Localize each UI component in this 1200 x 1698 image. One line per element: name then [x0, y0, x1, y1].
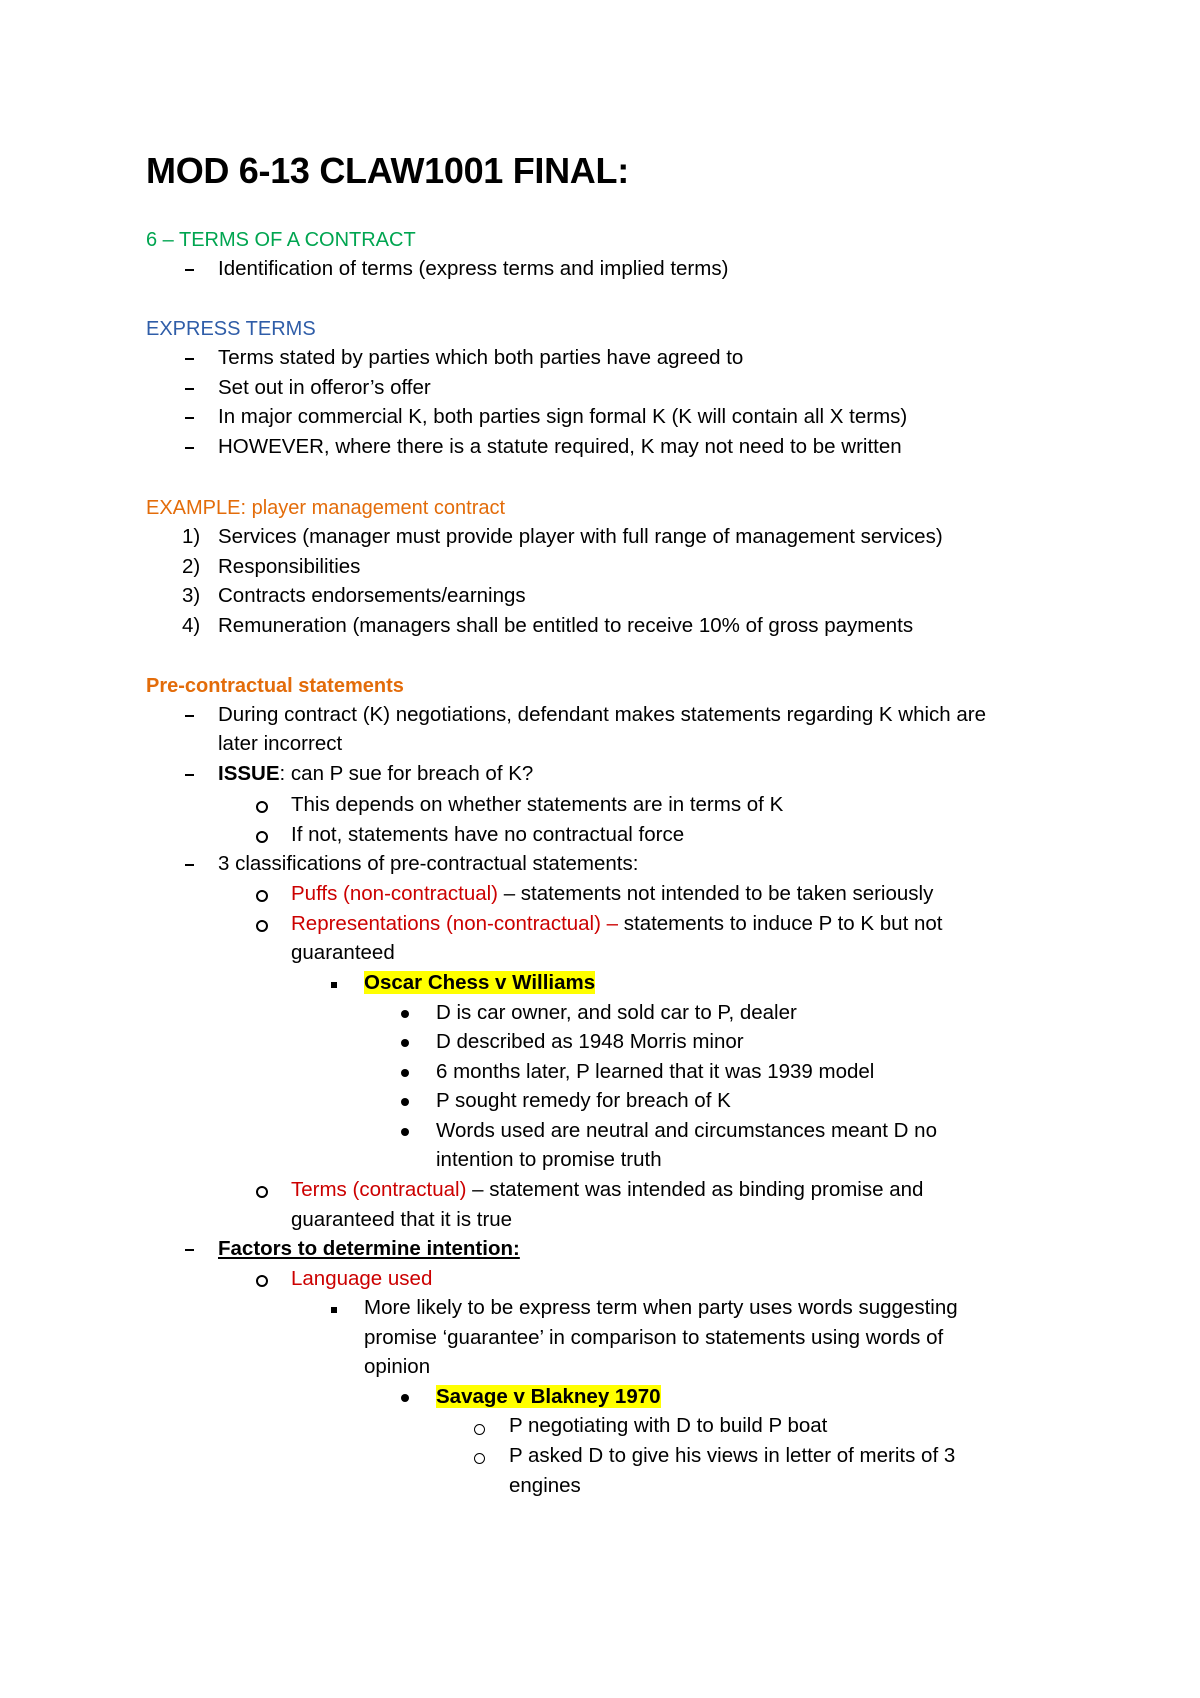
case-oscar-chess — [364, 970, 595, 996]
section-heading-express-terms: EXPRESS TERMS — [146, 318, 316, 340]
case-savage-v-blakney — [436, 1384, 661, 1410]
dot-bullet-icon — [401, 1394, 409, 1402]
sub-bullet-text: If not, statements have no contractual force — [291, 823, 685, 846]
dash-bullet-icon — [185, 864, 194, 866]
dot-bullet-icon — [401, 1039, 409, 1047]
representations-item — [291, 911, 942, 937]
bullet-text: Identification of terms (express terms and implied terms) — [218, 257, 729, 280]
bullet-text: Set out in offeror’s offer — [218, 376, 431, 399]
section-heading-pre-contractual: Pre-contractual statements — [146, 675, 404, 697]
bullet-text: HOWEVER, where there is a statute required, K may not need to be written — [218, 435, 902, 458]
language-point-continued: opinion — [364, 1355, 431, 1378]
case-highlight: Savage v Blakney 1970 — [436, 1385, 661, 1408]
dash-bullet-icon — [185, 388, 194, 390]
bullet-text: 3 classifications of pre-contractual statements: — [218, 852, 639, 875]
numbered-item: Services (manager must provide player with full range of management services) — [218, 525, 943, 548]
section-heading-example: EXAMPLE: player management contract — [146, 497, 506, 519]
terms-text: – statement was intended as binding promise and — [466, 1178, 924, 1201]
dash-bullet-icon — [185, 269, 194, 271]
dot-bullet-icon — [401, 1098, 409, 1106]
list-number: 2) — [182, 555, 201, 578]
case-point: D described as 1948 Morris minor — [436, 1030, 744, 1053]
circle-bullet-icon — [256, 831, 268, 843]
dash-bullet-icon — [185, 715, 194, 717]
section-heading-terms-of-contract: 6 – TERMS OF A CONTRACT — [146, 229, 416, 251]
bullet-text-continued: later incorrect — [218, 732, 343, 755]
case-point: P negotiating with D to build P boat — [509, 1414, 828, 1437]
puffs-text: – statements not intended to be taken seriously — [498, 882, 934, 905]
representations-text: statements to induce P to K but not — [618, 912, 943, 935]
dot-bullet-icon — [401, 1128, 409, 1136]
case-highlight: Oscar Chess v Williams — [364, 971, 596, 994]
terms-text-continued: guaranteed that it is true — [291, 1208, 513, 1231]
document-title: MOD 6-13 CLAW1001 FINAL: — [146, 150, 629, 191]
terms-item — [291, 1177, 923, 1203]
case-point: P sought remedy for breach of K — [436, 1089, 731, 1112]
bullet-text: During contract (K) negotiations, defendant makes statements regarding K which are — [218, 703, 987, 726]
circle-bullet-icon — [256, 890, 268, 902]
numbered-item: Remuneration (managers shall be entitled to receive 10% of gross payments — [218, 614, 914, 637]
case-point: D is car owner, and sold car to P, dealer — [436, 1001, 797, 1024]
dash-bullet-icon — [185, 358, 194, 360]
dash-bullet-icon — [185, 447, 194, 449]
case-point: 6 months later, P learned that it was 1939 model — [436, 1060, 875, 1083]
case-point: Words used are neutral and circumstances meant D no — [436, 1119, 937, 1142]
list-number: 1) — [182, 525, 201, 548]
circle-bullet-icon — [474, 1453, 485, 1464]
list-number: 4) — [182, 614, 201, 637]
language-used-label: Language used — [291, 1267, 433, 1290]
dash-bullet-icon — [185, 774, 194, 776]
dot-bullet-icon — [401, 1010, 409, 1018]
square-bullet-icon — [331, 982, 337, 988]
puffs-item — [291, 881, 933, 907]
case-point: P asked D to give his views in letter of merits of 3 — [509, 1444, 956, 1467]
factors-heading: Factors to determine intention: — [218, 1237, 520, 1260]
dash-bullet-icon — [185, 1249, 194, 1251]
language-point-continued: promise ‘guarantee’ in comparison to statements using words of — [364, 1326, 944, 1349]
issue-bullet — [218, 761, 533, 787]
sub-bullet-text: This depends on whether statements are in terms of K — [291, 793, 784, 816]
language-point: More likely to be express term when party uses words suggesting — [364, 1296, 958, 1319]
numbered-item: Contracts endorsements/earnings — [218, 584, 526, 607]
representations-text-continued: guaranteed — [291, 941, 395, 964]
circle-bullet-icon — [474, 1424, 485, 1435]
case-point-continued: intention to promise truth — [436, 1148, 662, 1171]
circle-bullet-icon — [256, 1275, 268, 1287]
circle-bullet-icon — [256, 920, 268, 932]
representations-label: Representations (non-contractual) – — [291, 912, 619, 935]
numbered-item: Responsibilities — [218, 555, 361, 578]
issue-label: ISSUE — [218, 762, 280, 785]
square-bullet-icon — [331, 1307, 337, 1313]
dot-bullet-icon — [401, 1069, 409, 1077]
dash-bullet-icon — [185, 417, 194, 419]
bullet-text: Terms stated by parties which both parties have agreed to — [218, 346, 744, 369]
circle-bullet-icon — [256, 801, 268, 813]
puffs-label: Puffs (non-contractual) — [291, 882, 499, 905]
terms-label: Terms (contractual) — [291, 1178, 467, 1201]
case-point-continued: engines — [509, 1474, 581, 1497]
bullet-text: In major commercial K, both parties sign formal K (K will contain all X terms) — [218, 405, 908, 428]
list-number: 3) — [182, 584, 201, 607]
circle-bullet-icon — [256, 1186, 268, 1198]
issue-text: : can P sue for breach of K? — [279, 762, 534, 785]
